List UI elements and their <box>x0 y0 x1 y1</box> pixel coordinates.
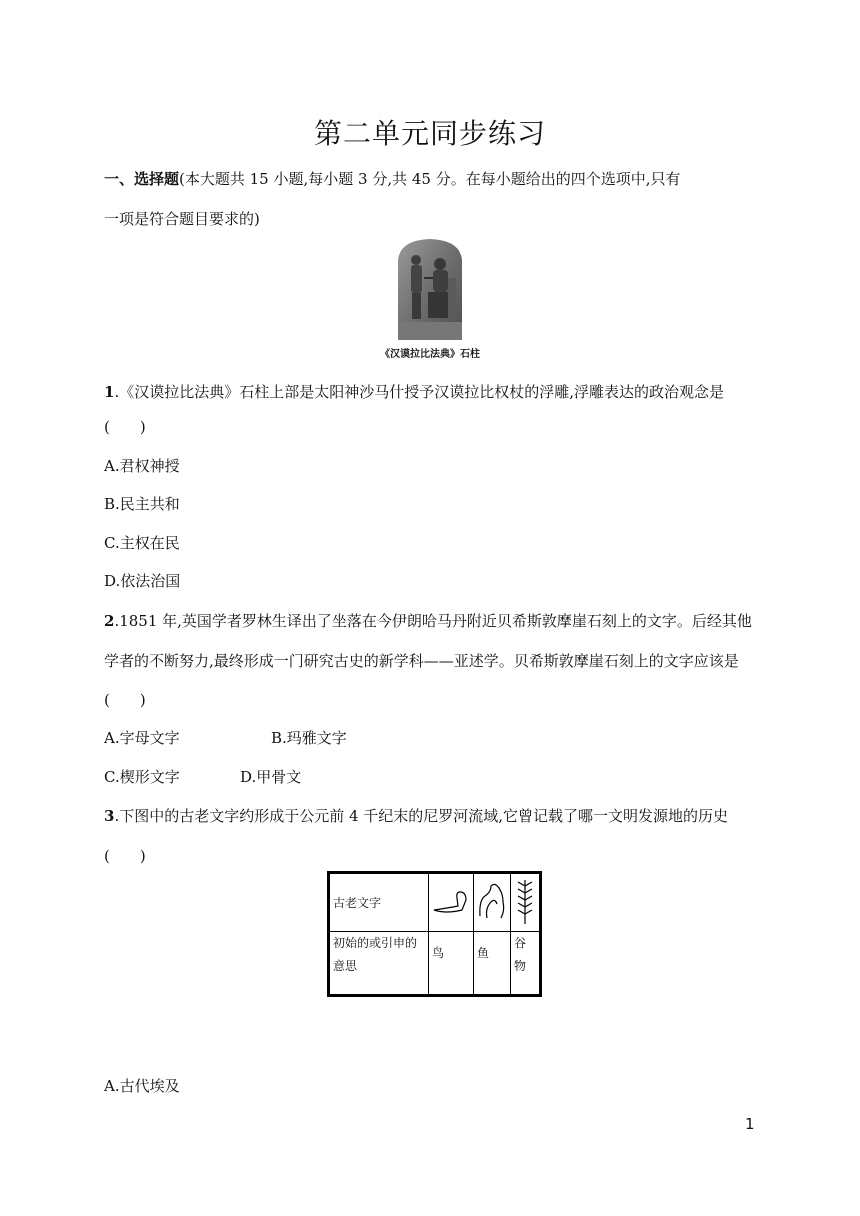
question-number: 2 <box>104 612 115 630</box>
figure-caption: 《汉谟拉比法典》石柱 <box>380 349 480 360</box>
question-2-option-c: C.楔形文字 <box>104 768 180 786</box>
question-1-option-d: D.依法治国 <box>104 572 181 590</box>
question-1-option-a: A.君权神授 <box>104 457 180 475</box>
question-2-option-b: B.玛雅文字 <box>271 729 347 747</box>
question-3-option-a: A.古代埃及 <box>104 1077 180 1095</box>
meaning-bird: 鸟 <box>429 932 474 996</box>
question-number: 3 <box>104 807 115 825</box>
glyph-row-header: 古老文字 <box>329 873 429 932</box>
question-2-stem: 2.1851 年,英国学者罗林生译出了坐落在今伊朗哈马丹附近贝希斯敦摩崖石刻上的文字。后经其他 <box>104 612 752 630</box>
section-label: 一、选择题 <box>104 170 180 188</box>
question-1-answer-paren: ( ) <box>104 418 146 436</box>
section-description: (本大题共 15 小题,每小题 3 分,共 45 分。在每小题给出的四个选项中,只有 <box>179 170 681 188</box>
question-1-option-b: B.民主共和 <box>104 495 180 513</box>
hammurabi-stele-image <box>390 238 470 340</box>
section-description-continued: 一项是符合题目要求的) <box>104 210 260 228</box>
question-2-stem-continued: 学者的不断努力,最终形成一门研究古史的新学科——亚述学。贝希斯敦摩崖石刻上的文字应该是 <box>104 652 739 670</box>
question-1-stem: 1.《汉谟拉比法典》石柱上部是太阳神沙马什授予汉谟拉比权杖的浮雕,浮雕表达的政治观念是 <box>104 383 724 401</box>
question-2-answer-paren: ( ) <box>104 691 146 709</box>
question-3-answer-paren: ( ) <box>104 847 146 865</box>
meaning-grain: 谷 物 <box>511 932 541 996</box>
question-number: 1 <box>104 383 115 401</box>
meaning-row-header: 初始的或引申的 意思 <box>329 932 429 996</box>
question-1-option-c: C.主权在民 <box>104 534 180 552</box>
hieroglyph-table <box>327 871 542 997</box>
question-2-option-a: A.字母文字 <box>104 729 180 747</box>
question-3-stem: 3.下图中的古老文字约形成于公元前 4 千纪末的尼罗河流域,它曾记载了哪一文明发源地的历史 <box>104 807 729 825</box>
page-title: 第二单元同步练习 <box>313 117 546 150</box>
question-2-option-d: D.甲骨文 <box>240 768 302 786</box>
section-header <box>104 168 681 189</box>
meaning-fish: 鱼 <box>474 932 511 996</box>
grain-glyph-icon <box>511 873 541 932</box>
bird-glyph-icon <box>429 873 474 932</box>
fish-glyph-icon <box>474 873 511 932</box>
page-number: 1 <box>745 1115 755 1133</box>
